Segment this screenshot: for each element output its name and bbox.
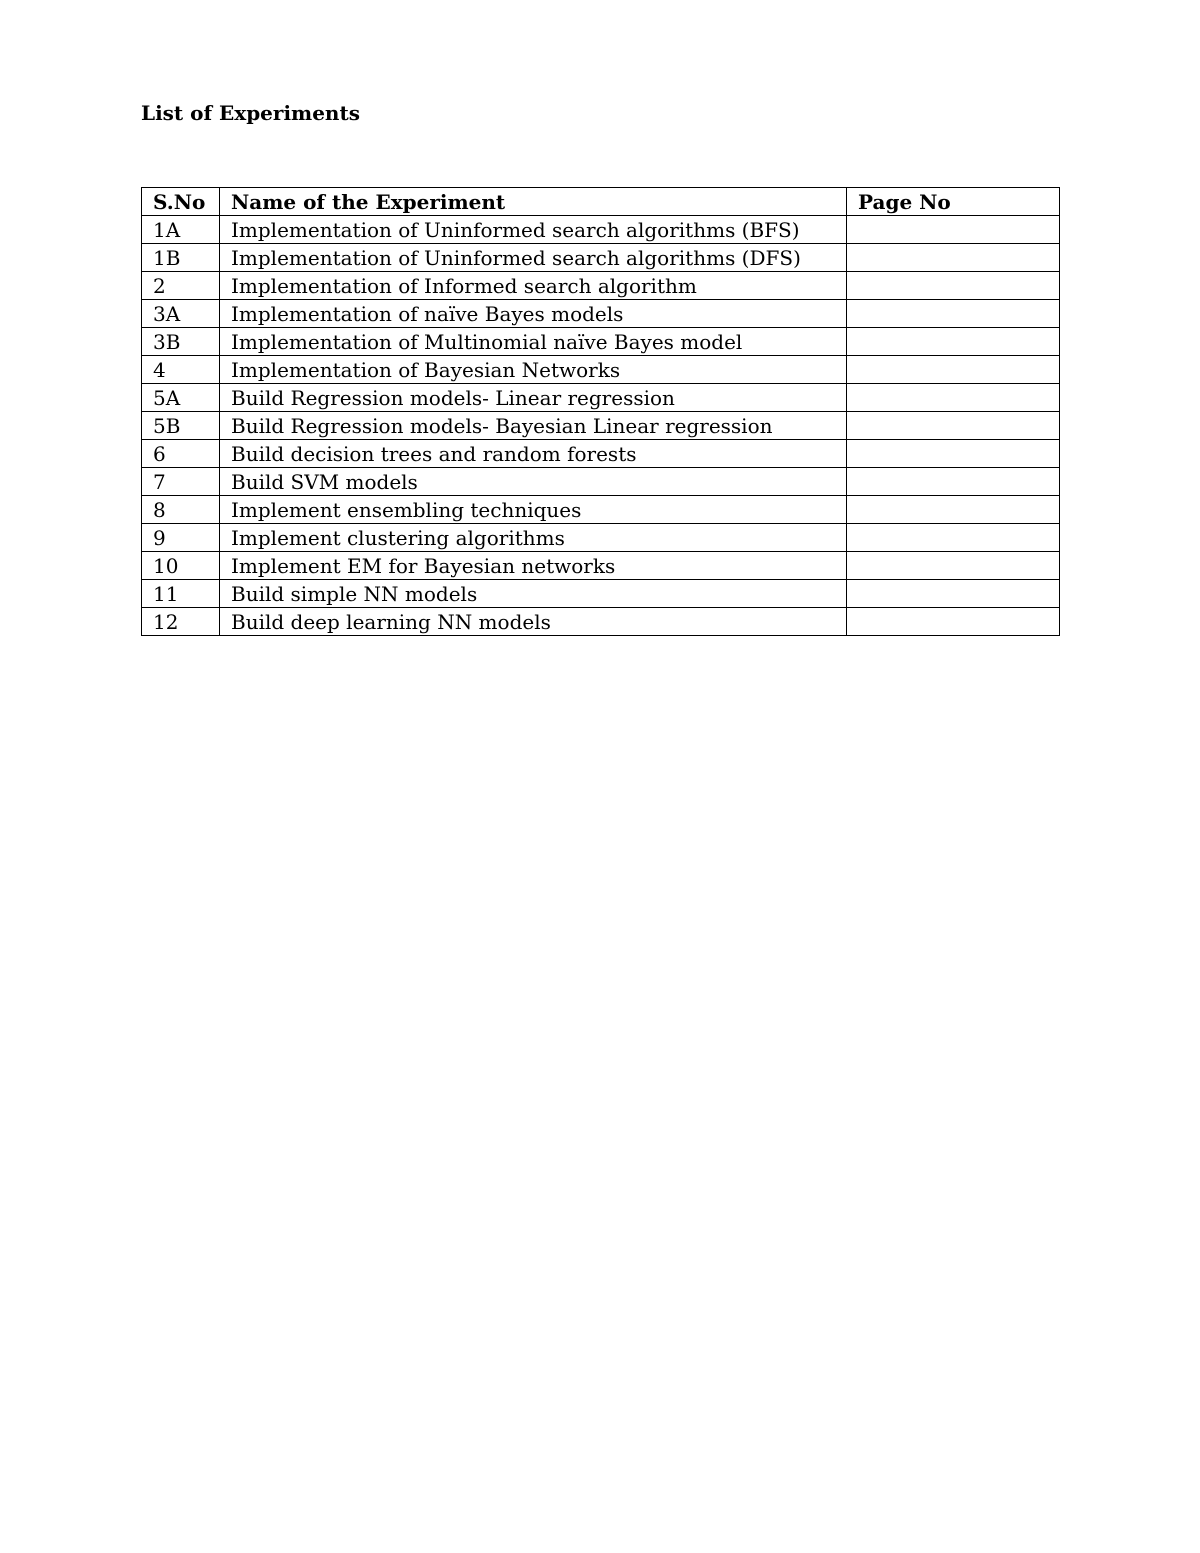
- cell-page-no: [847, 524, 1060, 552]
- cell-sno: 5A: [142, 384, 220, 412]
- cell-page-no: [847, 552, 1060, 580]
- cell-sno: 6: [142, 440, 220, 468]
- cell-sno: 9: [142, 524, 220, 552]
- cell-experiment-name: Implementation of Bayesian Networks: [220, 356, 847, 384]
- cell-sno: 3B: [142, 328, 220, 356]
- cell-page-no: [847, 244, 1060, 272]
- page-title: List of Experiments: [141, 101, 360, 125]
- table-row: [142, 580, 1060, 608]
- cell-sno: 5B: [142, 412, 220, 440]
- cell-experiment-name: Implementation of Multinomial naïve Bayes model: [220, 328, 847, 356]
- cell-page-no: [847, 468, 1060, 496]
- cell-experiment-name: Implementation of Uninformed search algorithms (BFS): [220, 216, 847, 244]
- cell-page-no: [847, 356, 1060, 384]
- table-row: [142, 384, 1060, 412]
- header-experiment-name: Name of the Experiment: [220, 188, 847, 216]
- cell-page-no: [847, 412, 1060, 440]
- cell-sno: 7: [142, 468, 220, 496]
- table-row: [142, 244, 1060, 272]
- cell-sno: 8: [142, 496, 220, 524]
- cell-experiment-name: Implement clustering algorithms: [220, 524, 847, 552]
- table-row: [142, 440, 1060, 468]
- cell-page-no: [847, 440, 1060, 468]
- table-row: [142, 328, 1060, 356]
- cell-experiment-name: Build decision trees and random forests: [220, 440, 847, 468]
- cell-experiment-name: Implementation of naïve Bayes models: [220, 300, 847, 328]
- cell-experiment-name: Build Regression models- Bayesian Linear regression: [220, 412, 847, 440]
- table-row: [142, 496, 1060, 524]
- cell-experiment-name: Implementation of Informed search algorithm: [220, 272, 847, 300]
- cell-sno: 2: [142, 272, 220, 300]
- cell-sno: 4: [142, 356, 220, 384]
- table-row: [142, 608, 1060, 636]
- cell-sno: 1B: [142, 244, 220, 272]
- cell-page-no: [847, 384, 1060, 412]
- table-row: [142, 412, 1060, 440]
- table-row: [142, 272, 1060, 300]
- cell-experiment-name: Implement ensembling techniques: [220, 496, 847, 524]
- cell-sno: 11: [142, 580, 220, 608]
- cell-experiment-name: Build deep learning NN models: [220, 608, 847, 636]
- table-body: [142, 216, 1060, 636]
- cell-sno: 1A: [142, 216, 220, 244]
- cell-page-no: [847, 328, 1060, 356]
- cell-page-no: [847, 580, 1060, 608]
- cell-page-no: [847, 496, 1060, 524]
- header-sno: S.No: [142, 188, 220, 216]
- table-row: [142, 356, 1060, 384]
- cell-page-no: [847, 300, 1060, 328]
- cell-experiment-name: Build SVM models: [220, 468, 847, 496]
- table-row: [142, 216, 1060, 244]
- cell-page-no: [847, 216, 1060, 244]
- cell-page-no: [847, 272, 1060, 300]
- cell-experiment-name: Implementation of Uninformed search algorithms (DFS): [220, 244, 847, 272]
- table-row: [142, 300, 1060, 328]
- cell-experiment-name: Build simple NN models: [220, 580, 847, 608]
- cell-sno: 12: [142, 608, 220, 636]
- experiments-table: [141, 187, 1060, 636]
- cell-experiment-name: Build Regression models- Linear regression: [220, 384, 847, 412]
- table-row: [142, 468, 1060, 496]
- cell-experiment-name: Implement EM for Bayesian networks: [220, 552, 847, 580]
- header-page-no: Page No: [847, 188, 1060, 216]
- table-header-row: [142, 188, 1060, 216]
- cell-page-no: [847, 608, 1060, 636]
- table-row: [142, 552, 1060, 580]
- table-row: [142, 524, 1060, 552]
- cell-sno: 10: [142, 552, 220, 580]
- cell-sno: 3A: [142, 300, 220, 328]
